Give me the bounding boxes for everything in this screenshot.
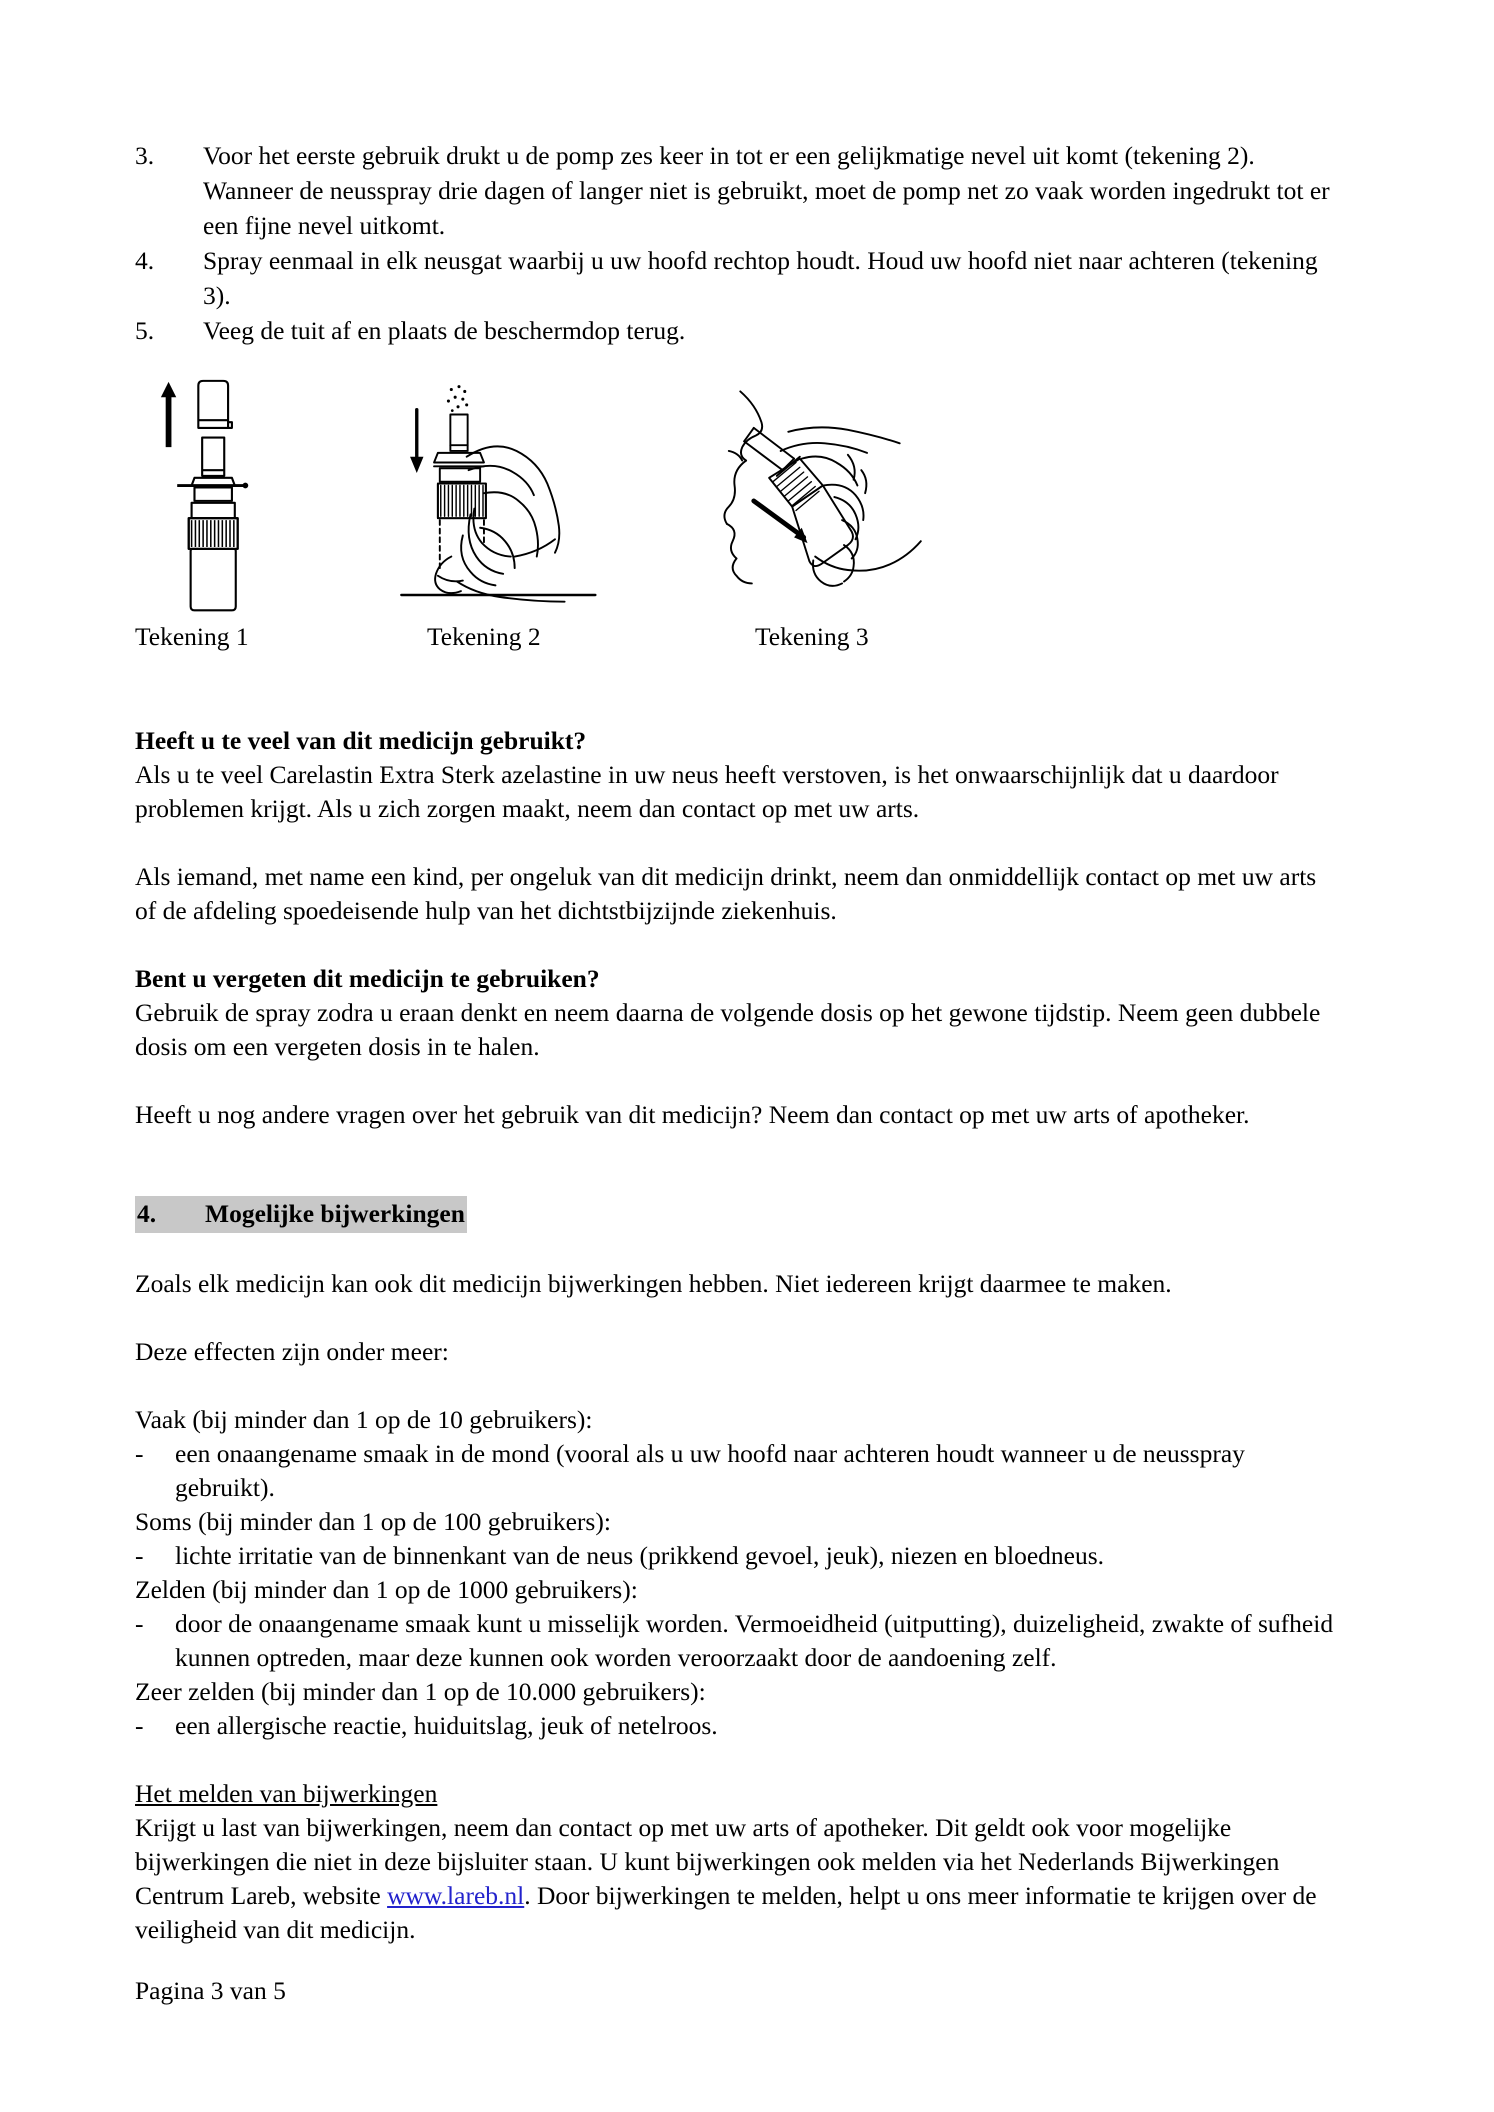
hand-priming-spray-icon — [387, 378, 627, 618]
frequency-label-zeer-zelden: Zeer zelden (bij minder dan 1 op de 10.000 gebruikers): — [135, 1677, 706, 1706]
side-effect-text: lichte irritatie van de binnenkant van de neus (prikkend gevoel, jeuk), niezen en bloedneus. — [175, 1541, 1105, 1570]
section-number: 4. — [137, 1199, 157, 1228]
side-effect-item — [135, 1607, 1340, 1675]
figure-caption: Tekening 2 — [427, 622, 541, 651]
figure-row — [135, 378, 1340, 668]
figure-caption: Tekening 3 — [755, 622, 869, 651]
reporting-text-before-link: Krijgt u last van bijwerkingen, neem dan contact op met uw arts of apotheker. Dit geldt ook voor mogelijke bijwerkingen die niet in deze bijsluiter staan. U kunt bijwerkingen ook melden via het Nederlands Bijwerkingen Centrum Lareb, website — [135, 1813, 1280, 1910]
missed-dose-heading: Bent u vergeten dit medicijn te gebruiken? — [135, 964, 600, 993]
frequency-label-soms: Soms (bij minder dan 1 op de 100 gebruikers): — [135, 1507, 611, 1536]
nasal-spray-bottle-icon — [135, 378, 325, 618]
figure-tekening-2 — [387, 378, 687, 652]
section-4-banner — [135, 1196, 467, 1233]
instruction-number: 3. — [135, 141, 155, 170]
side-effect-text: een onaangename smaak in de mond (vooral als u uw hoofd naar achteren houdt wanneer u de neusspray gebruikt). — [175, 1439, 1245, 1502]
instruction-item — [135, 138, 1340, 243]
instruction-number: 4. — [135, 246, 155, 275]
section-4-intro: Zoals elk medicijn kan ook dit medicijn bijwerkingen hebben. Niet iedereen krijgt daarmee te maken. — [135, 1269, 1172, 1298]
bullet-dash: - — [135, 1711, 144, 1740]
hand-spraying-into-nostril-icon — [695, 378, 945, 618]
side-effect-item — [135, 1437, 1340, 1505]
figure-caption: Tekening 1 — [135, 622, 249, 651]
frequency-label-vaak: Vaak (bij minder dan 1 op de 10 gebruikers): — [135, 1405, 593, 1434]
instruction-text: Voor het eerste gebruik drukt u de pomp zes keer in tot er een gelijkmatige nevel uit komt (tekening 2). Wanneer de neusspray drie dagen of langer niet is gebruikt, moet de pomp net zo vaak worden ingedrukt tot er een fijne nevel uitkomt. — [203, 141, 1330, 240]
bullet-dash: - — [135, 1439, 144, 1468]
figure-tekening-1 — [135, 378, 395, 652]
side-effect-text: een allergische reactie, huiduitslag, jeuk of netelroos. — [175, 1711, 718, 1740]
lareb-website-link[interactable]: www.lareb.nl — [387, 1881, 525, 1910]
instruction-number: 5. — [135, 316, 155, 345]
reporting-paragraph — [135, 1811, 1340, 1947]
side-effect-item — [135, 1709, 1340, 1743]
overdose-heading: Heeft u te veel van dit medicijn gebruikt? — [135, 726, 587, 755]
page-content — [135, 0, 1340, 1947]
bullet-dash: - — [135, 1609, 144, 1638]
missed-dose-closing: Heeft u nog andere vragen over het gebruik van dit medicijn? Neem dan contact op met uw arts of apotheker. — [135, 1100, 1250, 1129]
frequency-label-zelden: Zelden (bij minder dan 1 op de 1000 gebruikers): — [135, 1575, 638, 1604]
instruction-item — [135, 243, 1340, 313]
side-effect-item — [135, 1539, 1340, 1573]
instruction-text: Veeg de tuit af en plaats de beschermdop terug. — [203, 316, 686, 345]
overdose-paragraph-1: Als u te veel Carelastin Extra Sterk azelastine in uw neus heeft verstoven, is het onwaarschijnlijk dat u daardoor problemen krijgt. Als u zich zorgen maakt, neem dan contact op met uw arts. — [135, 760, 1279, 823]
instruction-text: Spray eenmaal in elk neusgat waarbij u uw hoofd rechtop houdt. Houd uw hoofd niet naar achteren (tekening 3). — [203, 246, 1318, 310]
reporting-heading: Het melden van bijwerkingen — [135, 1779, 438, 1808]
section-title: Mogelijke bijwerkingen — [205, 1199, 465, 1228]
side-effect-text: door de onaangename smaak kunt u misselijk worden. Vermoeidheid (uitputting), duizeligheid, zwakte of sufheid kunnen optreden, maar deze kunnen ook worden veroorzaakt door de aandoening zelf. — [175, 1609, 1334, 1672]
instruction-item — [135, 313, 1340, 348]
overdose-paragraph-2: Als iemand, met name een kind, per ongeluk van dit medicijn drinkt, neem dan onmiddellijk contact op met uw arts of de afdeling spoedeisende hulp van het dichtstbijzijnde ziekenhuis. — [135, 862, 1317, 925]
reporting-text-after-link: . Door bijwerkingen te melden, helpt u ons meer informatie te krijgen over de veiligheid van dit medicijn. — [135, 1881, 1317, 1944]
section-4-lead-in: Deze effecten zijn onder meer: — [135, 1337, 449, 1366]
page-footer: Pagina 3 van 5 — [135, 1976, 286, 2005]
bullet-dash: - — [135, 1541, 144, 1570]
instruction-list — [135, 138, 1340, 348]
figure-tekening-3 — [695, 378, 1025, 652]
missed-dose-paragraph: Gebruik de spray zodra u eraan denkt en neem daarna de volgende dosis op het gewone tijdstip. Neem geen dubbele dosis om een vergeten dosis in te halen. — [135, 998, 1321, 1061]
